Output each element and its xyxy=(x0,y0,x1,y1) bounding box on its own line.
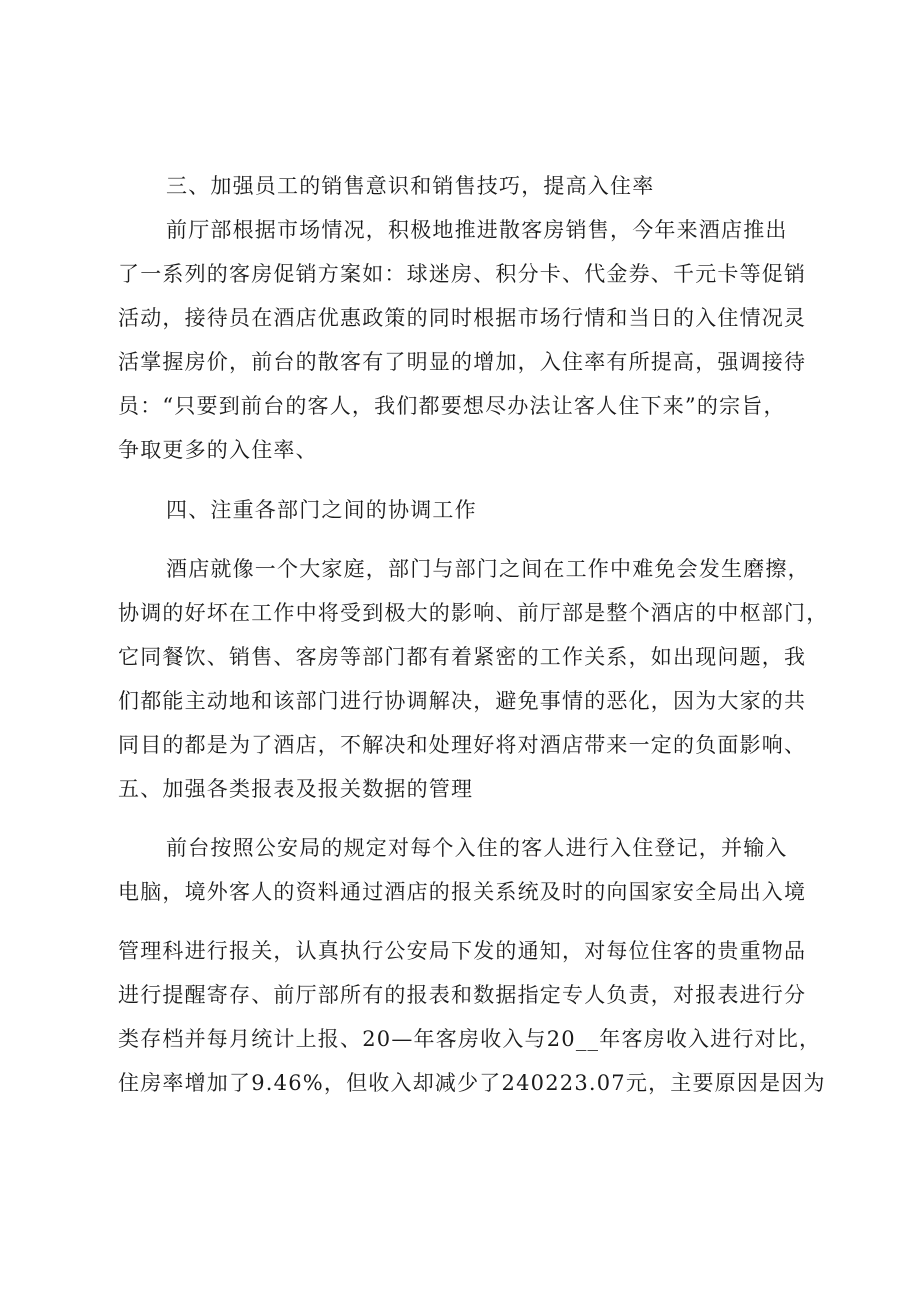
paragraph-line: 它同餐饮、销售、客房等部门都有着紧密的工作关系，如出现问题，我 xyxy=(118,645,807,669)
section-heading-5: 五、加强各类报表及报关数据的管理 xyxy=(118,777,474,801)
paragraph-line: 前厅部根据市场情况，积极地推进散客房销售，今年来酒店推出 xyxy=(166,218,788,242)
paragraph-line: 活掌握房价，前台的散客有了明显的增加，入住率有所提高，强调接待 xyxy=(118,350,807,374)
paragraph-line: 协调的好坏在工作中将受到极大的影响、前厅部是整个酒店的中枢部门， xyxy=(118,601,829,625)
paragraph-line: 活动，接待员在酒店优惠政策的同时根据市场行情和当日的入住情况灵 xyxy=(118,306,807,330)
paragraph-line: 同目的都是为了酒店，不解决和处理好将对酒店带来一定的负面影响、 xyxy=(118,733,807,757)
section-heading-3: 三、加强员工的销售意识和销售技巧，提高入住率 xyxy=(166,174,655,198)
paragraph-line: 住房率增加了9.46%，但收入却减少了240223.07元，主要原因是因为 xyxy=(118,1071,826,1095)
paragraph-line: 电脑，境外客人的资料通过酒店的报关系统及时的向国家安全局出入境 xyxy=(118,880,807,904)
paragraph-line: 员：“只要到前台的客人，我们都要想尽办法让客人住下来”的宗旨， xyxy=(118,394,786,418)
paragraph-line: 前台按照公安局的规定对每个入住的客人进行入住登记，并输入 xyxy=(166,836,788,860)
paragraph-line: 酒店就像一个大家庭，部门与部门之间在工作中难免会发生磨擦， xyxy=(166,557,810,581)
paragraph-line: 们都能主动地和该部门进行协调解决，避免事情的恶化，因为大家的共 xyxy=(118,689,807,713)
section-heading-4: 四、注重各部门之间的协调工作 xyxy=(166,498,477,522)
paragraph-line: 管理科进行报关，认真执行公安局下发的通知，对每位住客的贵重物品 xyxy=(118,939,807,963)
paragraph-line: 争取更多的入住率、 xyxy=(118,438,318,462)
paragraph-line: 了一系列的客房促销方案如：球迷房、积分卡、代金券、千元卡等促销 xyxy=(118,262,807,286)
paragraph-line: 进行提醒寄存、前厅部所有的报表和数据指定专人负责，对报表进行分 xyxy=(118,983,807,1007)
paragraph-line: 类存档并每月统计上报、20—年客房收入与20__年客房收入进行对比， xyxy=(118,1027,822,1051)
